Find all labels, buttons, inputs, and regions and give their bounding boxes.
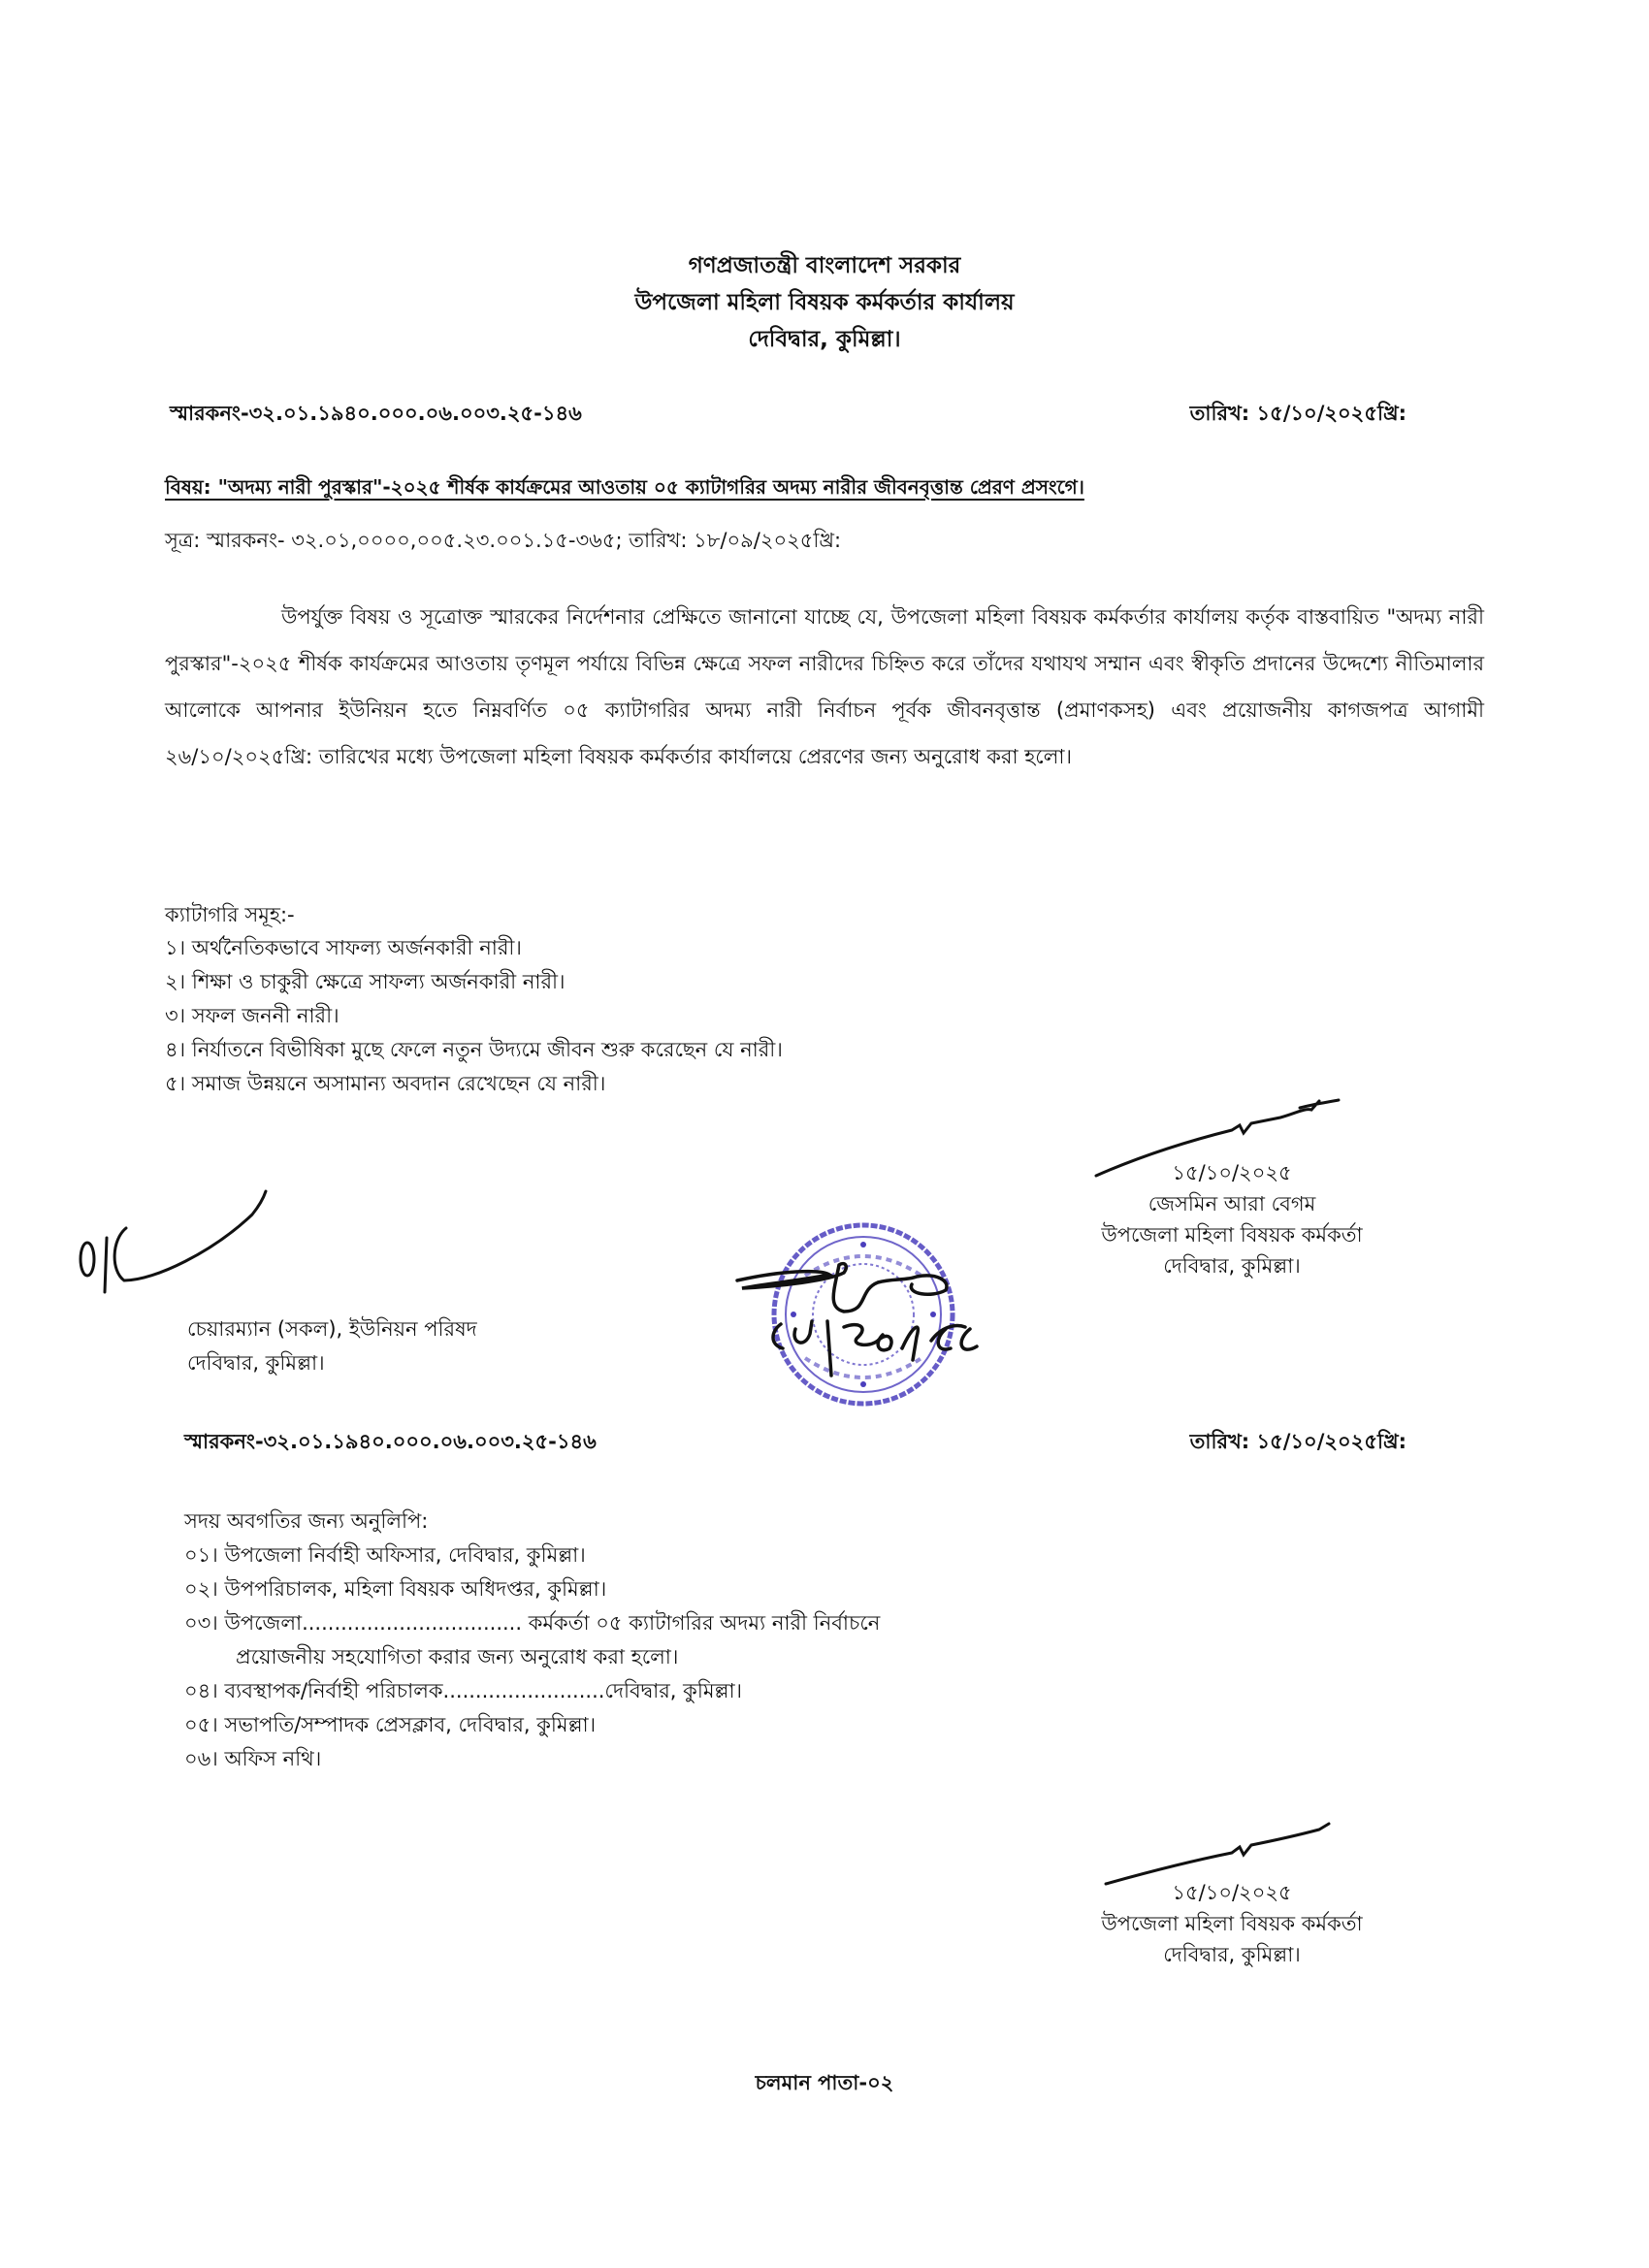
signature-1-date: ১৫/১০/২০২৫ bbox=[1172, 1161, 1292, 1184]
category-item-4: ৪। নির্যাতনে বিভীষিকা মুছে ফেলে নতুন উদ্যমে জীবন শুরু করেছেন যে নারী। bbox=[165, 1038, 783, 1061]
recipient-title: চেয়ারম্যান (সকল), ইউনিয়ন পরিষদ bbox=[187, 1317, 477, 1341]
header-location: দেবিদ্বার, কুমিল্লা। bbox=[748, 327, 901, 352]
header-government: গণপ্রজাতন্ত্রী বাংলাদেশ সরকার bbox=[688, 253, 961, 278]
seal-signature-scribble bbox=[723, 1251, 1043, 1387]
body-paragraph: উপর্যুক্ত বিষয় ও সূত্রোক্ত স্মারকের নির্দেশনার প্রেক্ষিতে জানানো যাচ্ছে যে, উপজেলা মহিলা বিষয়ক কর্মকর্তার কার্যালয় কর্তৃক বাস্তবায়িত "অদম্য নারী পুরস্কার"-২০২৫ শীর্ষক কার্যক্রমের আওতায় তৃণমূল পর্যায়ে বিভিন্ন ক্ষেত্রে সফল নারীদের চিহ্নিত করে তাঁদের যথাযথ সম্মান এবং স্বীকৃতি প্রদানের উদ্দেশ্যে নীতিমালার আলোকে আপনার ইউনিয়ন হতে নিম্নবর্ণিত ০৫ ক্যাটাগরির অদম্য নারী নির্বাচন পূর্বক জীবনবৃত্তান্ত (প্রমাণকসহ) এবং প্রয়োজনীয় কাগজপত্র আগামী ২৬/১০/২০২৫খ্রি: তারিখের মধ্যে উপজেলা মহিলা বিষয়ক কর্মকর্তার কার্যালয়ে প্রেরণের জন্য অনুরোধ করা হলো। bbox=[165, 605, 1484, 768]
signature-2-designation: উপজেলা মহিলা বিষয়ক কর্মকর্তা bbox=[1101, 1912, 1363, 1935]
memo-number: স্মারকনং-৩২.০১.১৯৪০.০০০.০৬.০০৩.২৫-১৪৬ bbox=[170, 402, 582, 425]
memo-2-date: তারিখ: ১৫/১০/২০২৫খ্রি: bbox=[1189, 1430, 1406, 1453]
copy-item-4: ০৪। ব্যবস্থাপক/নির্বাহী পরিচালক.........................দেবিদ্বার, কুমিল্লা। bbox=[184, 1679, 743, 1702]
reference: সূত্র: স্মারকনং- ৩২.০১,০০০০,০০৫.২৩.০০১.১৫-৩৬৫; তারিখ: ১৮/০৯/২০২৫খ্রি: bbox=[165, 529, 842, 552]
category-item-3: ৩। সফল জননী নারী। bbox=[165, 1004, 340, 1027]
handwritten-initials-oc bbox=[68, 1183, 281, 1300]
copy-item-5: ০৫। সভাপতি/সম্পাদক প্রেসক্লাব, দেবিদ্বার, কুমিল্লা। bbox=[184, 1713, 597, 1736]
category-item-5: ৫। সমাজ উন্নয়নে অসামান্য অবদান রেখেছেন যে নারী। bbox=[165, 1072, 606, 1095]
signature-2-location: দেবিদ্বার, কুমিল্লা। bbox=[1163, 1943, 1301, 1966]
copy-item-6: ০৬। অফিস নথি। bbox=[184, 1747, 322, 1770]
signature-1-designation: উপজেলা মহিলা বিষয়ক কর্মকর্তা bbox=[1101, 1223, 1363, 1247]
copy-item-3: ০৩। উপজেলা.................................. কর্মকর্তা ০৫ ক্যাটাগরির অদম্য নারী নির্বাচনে bbox=[184, 1611, 881, 1635]
copy-item-2: ০২। উপপরিচালক, মহিলা বিষয়ক অধিদপ্তর, কুমিল্লা। bbox=[184, 1577, 607, 1601]
copies-heading: সদয় অবগতির জন্য অনুলিপি: bbox=[184, 1509, 429, 1533]
categories-heading: ক্যাটাগরি সমূহ:- bbox=[165, 903, 295, 926]
memo-2-number: স্মারকনং-৩২.০১.১৯৪০.০০০.০৬.০০৩.২৫-১৪৬ bbox=[184, 1430, 597, 1453]
category-item-1: ১। অর্থনৈতিকভাবে সাফল্য অর্জনকারী নারী। bbox=[165, 936, 522, 959]
header-office: উপজেলা মহিলা বিষয়ক কর্মকর্তার কার্যালয় bbox=[634, 290, 1015, 315]
signature-2-date: ১৫/১০/২০২৫ bbox=[1172, 1881, 1292, 1904]
signature-1-location: দেবিদ্বার, কুমিল্লা। bbox=[1163, 1254, 1301, 1278]
signature-2-block bbox=[1028, 1877, 1436, 1970]
signature-1-block bbox=[1028, 1157, 1436, 1281]
subject: বিষয়: "অদম্য নারী পুরস্কার"-২০২৫ শীর্ষক কার্যক্রমের আওতায় ০৫ ক্যাটাগরির অদম্য নারীর জীবনবৃত্তান্ত প্রেরণ প্রসংগে। bbox=[165, 475, 1084, 499]
category-item-2: ২। শিক্ষা ও চাকুরী ক্ষেত্রে সাফল্য অর্জনকারী নারী। bbox=[165, 970, 566, 993]
recipient-location: দেবিদ্বার, কুমিল্লা। bbox=[187, 1351, 325, 1375]
memo-date: তারিখ: ১৫/১০/২০২৫খ্রি: bbox=[1189, 402, 1406, 425]
page-continuation-footer: চলমান পাতা-০২ bbox=[755, 2071, 894, 2094]
signature-1-name: জেসমিন আরা বেগম bbox=[1148, 1192, 1316, 1215]
copy-item-1: ০১। উপজেলা নির্বাহী অফিসার, দেবিদ্বার, কুমিল্লা। bbox=[184, 1543, 586, 1567]
copy-item-3-continuation: প্রয়োজনীয় সহযোগিতা করার জন্য অনুরোধ করা হলো। bbox=[236, 1645, 679, 1669]
